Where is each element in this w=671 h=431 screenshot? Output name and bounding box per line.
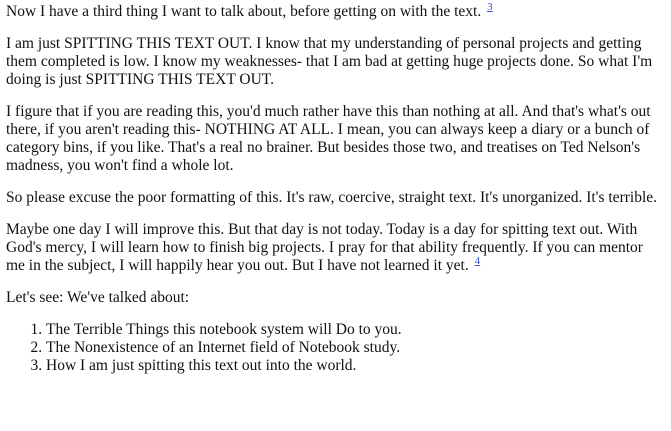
paragraph-text: I am just SPITTING THIS TEXT OUT. I know that my understanding of personal projects and getting them completed is low. I know my weaknesses- that I am bad at getting huge projects done. So what I'm doing is just SPITTING THIS TEXT OUT. <box>6 35 653 88</box>
paragraph-text: I figure that if you are reading this, you'd much rather have this than nothing at all. And that's what's out there, if you aren't reading this- NOTHING AT ALL. I mean, you can always keep a diary or a bunch of category bins, if you like. That's a real no brainer. But besides those two, and treatises on Ted Nelson's madness, you won't find a whole lot. <box>6 103 651 174</box>
list-item: 3. How I am just spitting this text out into the world. <box>46 357 664 375</box>
paragraph-improve-one-day <box>6 221 664 275</box>
paragraph-text: So please excuse the poor formatting of this. It's raw, coercive, straight text. It's unorganized. It's terrible. <box>6 189 658 206</box>
paragraph-text: Now I have a third thing I want to talk about, before getting on with the text. <box>6 3 482 20</box>
paragraph-nothing-at-all <box>6 103 664 175</box>
document-body <box>6 0 664 375</box>
list-item: 1. The Terrible Things this notebook system will Do to you. <box>46 321 664 339</box>
paragraph-excuse-formatting <box>6 189 664 207</box>
topics-list <box>6 321 664 375</box>
paragraph-text: Let's see: We've talked about: <box>6 289 190 306</box>
paragraph-lets-see <box>6 289 664 307</box>
paragraph-intro <box>6 0 664 21</box>
footnote-link-3[interactable]: 3 <box>487 0 493 13</box>
paragraph-text: Maybe one day I will improve this. But that day is not today. Today is a day for spitting text out. With God's mercy, I will learn how to finish big projects. I pray for that ability frequently. If you can mentor me in the subject, I will happily hear you out. But I have not learned it yet. <box>6 221 643 274</box>
list-item: 2. The Nonexistence of an Internet field of Notebook study. <box>46 339 664 357</box>
footnote-link-4[interactable]: 4 <box>474 254 481 267</box>
paragraph-spitting-text <box>6 35 664 89</box>
